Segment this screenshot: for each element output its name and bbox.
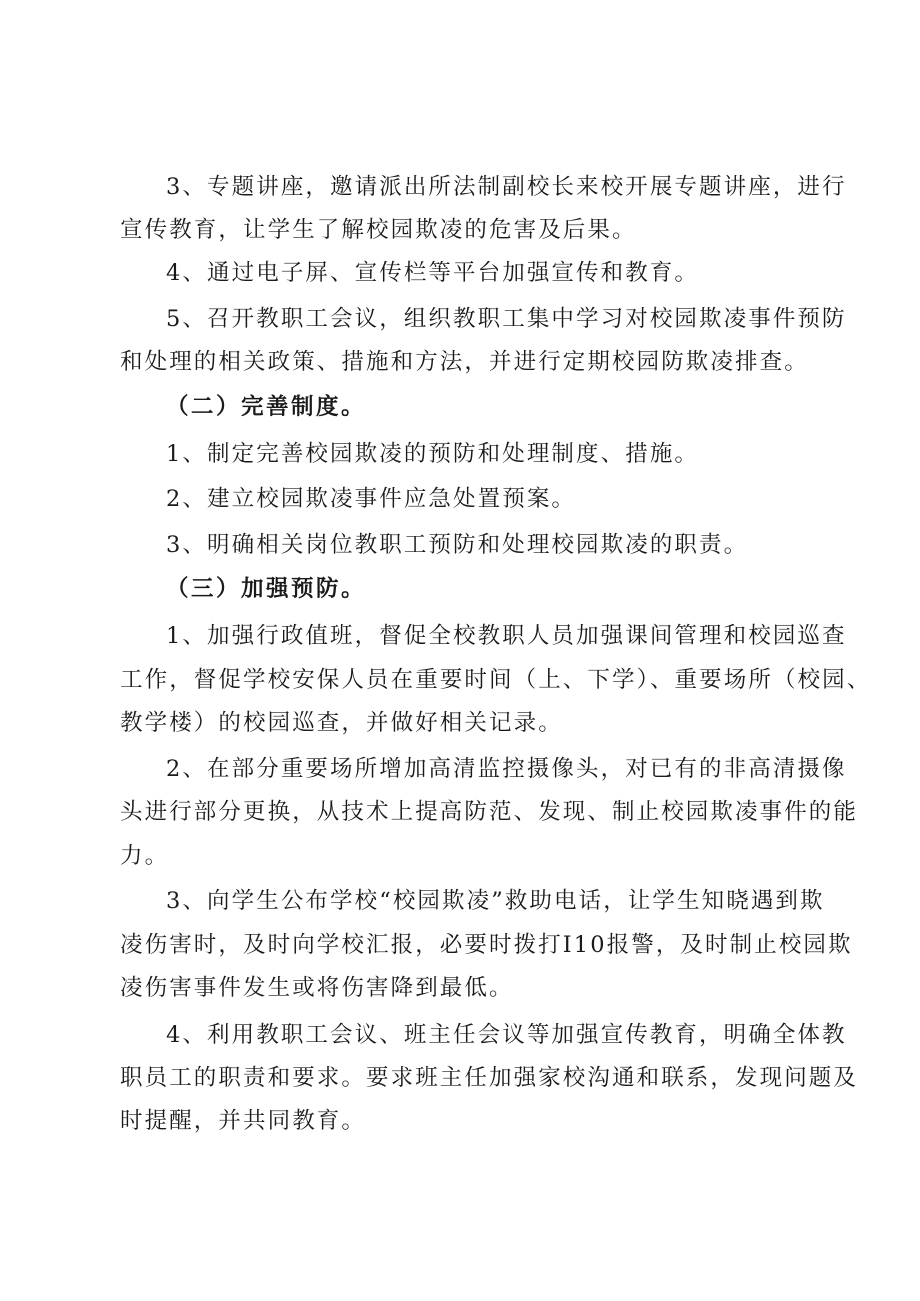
paragraph-2-cameras: 2、在部分重要场所增加高清监控摄像头，对已有的非高清摄像: [166, 756, 847, 782]
paragraph-2-cameras-cont-2: 力。: [120, 843, 170, 869]
paragraph-4-meetings: 4、利用教职工会议、班主任会议等加强宣传教育，明确全体教: [166, 1022, 847, 1048]
paragraph-1-patrol: 1、加强行政值班，督促全校教职人员加强课间管理和校园巡查: [166, 623, 847, 649]
section-heading-3: （三）加强预防。: [166, 576, 367, 602]
paragraph-4-meetings-cont-1: 职员工的职责和要求。要求班主任加强家校沟通和联系，发现问题及: [120, 1065, 859, 1091]
paragraph-4-screens: 4、通过电子屏、宣传栏等平台加强宣传和教育。: [166, 260, 700, 286]
paragraph-1-system: 1、制定完善校园欺凌的预防和处理制度、措施。: [166, 441, 700, 467]
paragraph-2-cameras-cont-1: 头进行部分更换，从技术上提高防范、发现、制止校园欺凌事件的能: [120, 799, 859, 825]
paragraph-3-hotline-cont-1: 凌伤害时，及时向学校汇报，必要时拨打I10报警，及时制止校园欺: [120, 932, 853, 958]
paragraph-1-patrol-cont-2: 教学楼）的校园巡查，并做好相关记录。: [120, 710, 563, 736]
paragraph-1-patrol-cont-1: 工作，督促学校安保人员在重要时间（上、下学）、重要场所（校园、: [120, 667, 872, 693]
paragraph-3-hotline-cont-2: 凌伤害事件发生或将伤害降到最低。: [120, 975, 514, 1001]
paragraph-3-lecture-cont: 宣传教育，让学生了解校园欺凌的危害及后果。: [120, 217, 637, 243]
paragraph-3-lecture: 3、专题讲座，邀请派出所法制副校长来校开展专题讲座，进行: [166, 174, 847, 200]
paragraph-2-emergency-plan: 2、建立校园欺凌事件应急处置预案。: [166, 486, 577, 512]
section-heading-2: （二）完善制度。: [166, 394, 367, 420]
paragraph-5-staff-meeting-cont: 和处理的相关政策、措施和方法，并进行定期校园防欺凌排查。: [120, 349, 809, 375]
paragraph-3-duties: 3、明确相关岗位教职工预防和处理校园欺凌的职责。: [166, 532, 749, 558]
paragraph-5-staff-meeting: 5、召开教职工会议，组织教职工集中学习对校园欺凌事件预防: [166, 306, 847, 332]
paragraph-4-meetings-cont-2: 时提醒，并共同教育。: [120, 1108, 367, 1134]
paragraph-3-hotline: 3、向学生公布学校“校园欺凌”救助电话，让学生知晓遇到欺: [166, 888, 825, 914]
